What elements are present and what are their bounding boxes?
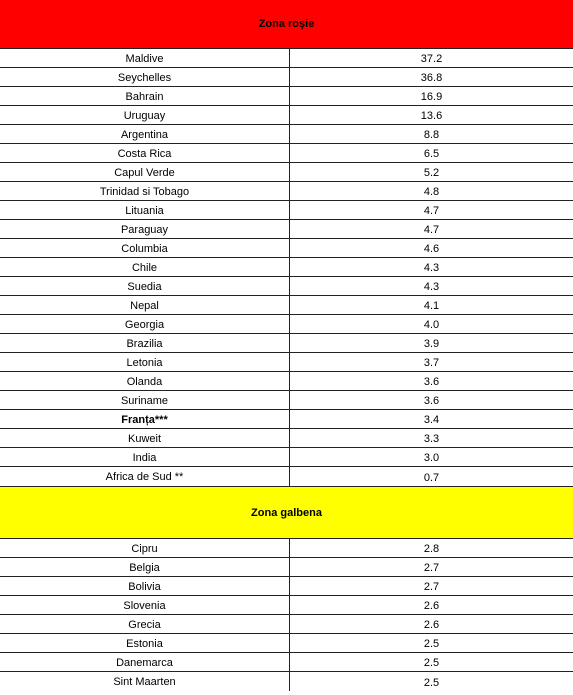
country-cell: Columbia (0, 239, 290, 257)
country-cell: Paraguay (0, 220, 290, 238)
table-row (0, 334, 573, 353)
table-row (0, 448, 573, 467)
value-cell: 13.6 (420, 110, 443, 122)
value-cell: 4.8 (423, 186, 440, 198)
value-cell: 3.7 (423, 357, 440, 369)
value-cell: 4.3 (423, 281, 440, 293)
table-row (0, 577, 573, 596)
table-row (0, 391, 573, 410)
table-row (0, 239, 573, 258)
table-row (0, 372, 573, 391)
table-row (0, 201, 573, 220)
country-cell: Cipru (0, 539, 290, 557)
country-cell: Brazilia (0, 334, 290, 352)
country-cell: Uruguay (0, 106, 290, 124)
value-cell: 2.5 (423, 657, 440, 669)
value-cell: 3.6 (423, 376, 440, 388)
table-row (0, 653, 573, 672)
country-cell: Danemarca (0, 653, 290, 671)
value-cell: 0.7 (423, 471, 440, 484)
table-row (0, 615, 573, 634)
country-cell: Kuweit (0, 429, 290, 447)
table-row (0, 467, 573, 486)
value-cell: 37.2 (420, 53, 443, 65)
table-row (0, 87, 573, 106)
value-cell: 16.9 (420, 91, 443, 103)
red-zone-header (0, 0, 573, 49)
red-zone-rows (0, 49, 573, 486)
value-cell: 2.8 (423, 543, 440, 555)
value-cell: 5.2 (423, 167, 440, 179)
table-row (0, 672, 573, 691)
country-cell: Nepal (0, 296, 290, 314)
value-cell: 4.3 (423, 262, 440, 274)
country-cell: Sint Maarten (0, 672, 290, 691)
value-cell: 3.0 (423, 452, 440, 464)
value-cell: 6.5 (423, 148, 440, 160)
table-row (0, 68, 573, 87)
value-cell: 2.6 (423, 600, 440, 612)
country-cell: Olanda (0, 372, 290, 390)
table-row (0, 315, 573, 334)
table-row (0, 410, 573, 429)
table-row (0, 277, 573, 296)
table-row (0, 106, 573, 125)
value-cell: 4.0 (423, 319, 440, 331)
country-cell: Lituania (0, 201, 290, 219)
value-cell: 2.7 (423, 562, 440, 574)
country-cell: Letonia (0, 353, 290, 371)
country-cell: Africa de Sud ** (0, 467, 290, 486)
value-cell: 2.5 (423, 676, 440, 689)
country-cell: Capul Verde (0, 163, 290, 181)
table-row (0, 258, 573, 277)
value-cell: 8.8 (423, 129, 440, 141)
value-cell: 4.7 (423, 224, 440, 236)
table-row (0, 353, 573, 372)
value-cell: 2.5 (423, 638, 440, 650)
country-cell: Suriname (0, 391, 290, 409)
value-cell: 3.3 (423, 433, 440, 445)
value-cell: 3.6 (423, 395, 440, 407)
table-row (0, 558, 573, 577)
red-zone-title: Zona roșie (258, 18, 315, 30)
country-cell: Seychelles (0, 68, 290, 86)
table-row (0, 163, 573, 182)
value-cell: 4.6 (423, 243, 440, 255)
table-row (0, 125, 573, 144)
country-cell: Maldive (0, 49, 290, 67)
value-cell: 2.6 (423, 619, 440, 631)
country-cell: Argentina (0, 125, 290, 143)
value-cell: 4.1 (423, 300, 440, 312)
value-cell: 2.7 (423, 581, 440, 593)
table-row (0, 634, 573, 653)
table-row (0, 596, 573, 615)
country-cell: Trinidad si Tobago (0, 182, 290, 200)
country-cell: Estonia (0, 634, 290, 652)
yellow-zone-title: Zona galbena (251, 506, 322, 519)
country-cell: Belgia (0, 558, 290, 576)
table-row (0, 539, 573, 558)
country-cell: Chile (0, 258, 290, 276)
table-row (0, 182, 573, 201)
country-cell: India (0, 448, 290, 466)
table-row (0, 220, 573, 239)
table-row (0, 49, 573, 68)
country-cell: Slovenia (0, 596, 290, 614)
yellow-zone-header (0, 486, 573, 539)
yellow-zone-rows (0, 539, 573, 691)
table-row (0, 296, 573, 315)
country-cell: Suedia (0, 277, 290, 295)
value-cell: 3.9 (423, 338, 440, 350)
country-cell: Costa Rica (0, 144, 290, 162)
country-cell: Bolivia (0, 577, 290, 595)
country-cell: Bahrain (0, 87, 290, 105)
table-row (0, 429, 573, 448)
country-cell: Grecia (0, 615, 290, 633)
country-cell: Georgia (0, 315, 290, 333)
country-cell: Franța*** (0, 410, 290, 428)
value-cell: 4.7 (423, 205, 440, 217)
value-cell: 36.8 (420, 72, 443, 84)
value-cell: 3.4 (423, 414, 440, 426)
table-row (0, 144, 573, 163)
